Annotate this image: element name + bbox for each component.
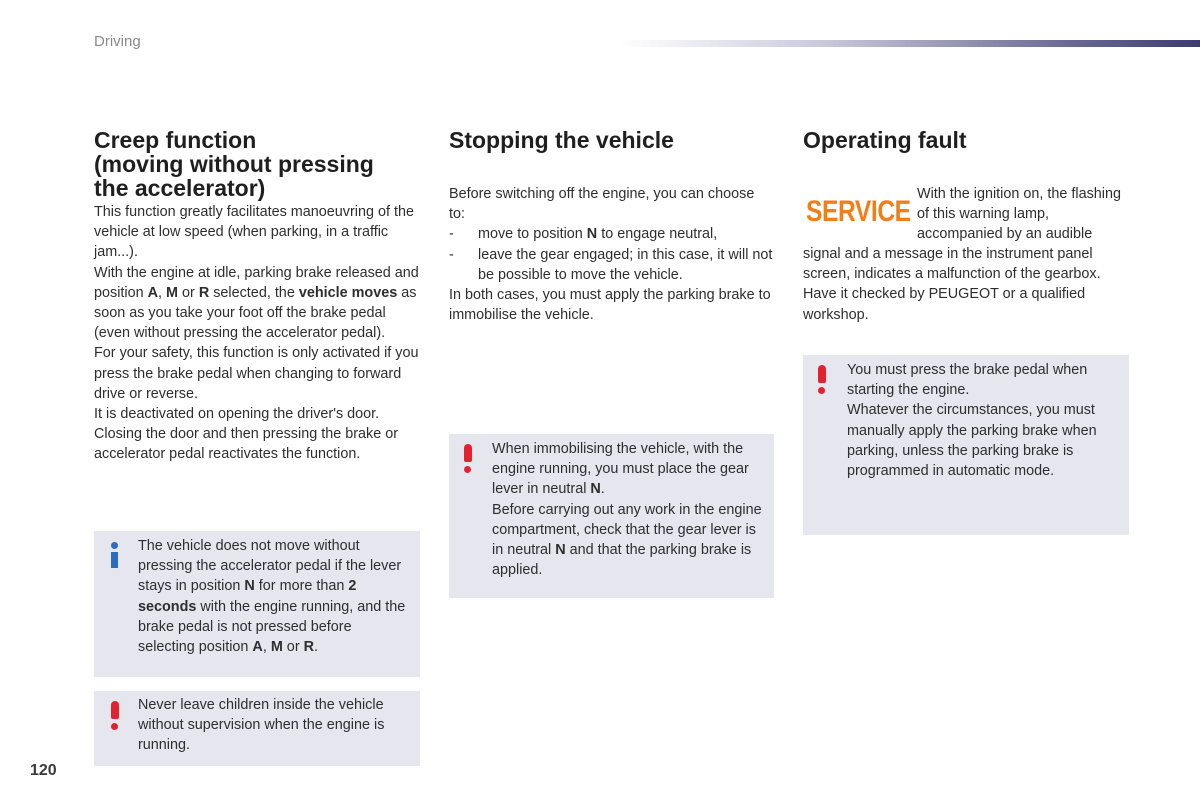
creep-warning-note xyxy=(94,691,420,766)
fault-warning-note xyxy=(803,355,1129,535)
creep-title-line-2: (moving without pressing xyxy=(94,151,374,177)
stopping-option-2: - leave the gear engaged; in this case, it will not be possible to move the vehicle. xyxy=(449,246,773,283)
creep-paragraph-4: It is deactivated on opening the driver's door. Closing the door and then pressing the brake or accelerator pedal reactivates the function. xyxy=(94,406,398,463)
stopping-warning-note xyxy=(449,434,774,598)
stopping-paragraph: In both cases, you must apply the parking brake to immobilise the vehicle. xyxy=(449,287,771,324)
warning-icon xyxy=(463,444,473,474)
creep-title-line-3: the accelerator) xyxy=(94,175,266,201)
creep-paragraph-2: With the engine at idle, parking brake released and position A, M or R selected, the vehicle moves as soon as you take your foot off the brake pedal (even without pressing the accelerator pedal). xyxy=(94,264,419,342)
fault-text-beside-lamp: With the ignition on, the flashing of this warning lamp, accompanied by an audible xyxy=(917,186,1121,243)
operating-fault-title: Operating fault xyxy=(803,127,967,153)
service-warning-lamp-icon: SERVICE xyxy=(806,195,911,228)
stopping-body xyxy=(449,184,774,325)
stopping-warning-text: When immobilising the vehicle, with the engine running, you must place the gear lever in neutral N. Before carrying out any work in the engine compartment, check that the gear lever is in neutral N and that the parking brake is applied. xyxy=(492,441,762,579)
stopping-intro: Before switching off the engine, you can choose to: xyxy=(449,186,755,223)
creep-paragraph-3: For your safety, this function is only activated if you press the brake pedal when changing to forward drive or reverse. xyxy=(94,345,419,402)
fault-warning-text: You must press the brake pedal when starting the engine. Whatever the circumstances, you must manually apply the parking brake when parking, unless the parking brake is programmed in automatic mode. xyxy=(847,362,1097,480)
stopping-column xyxy=(449,128,774,325)
creep-function-column xyxy=(94,128,424,465)
header-gradient-bar xyxy=(620,40,1200,47)
stopping-title: Stopping the vehicle xyxy=(449,127,674,153)
creep-info-text: The vehicle does not move without pressing the accelerator pedal if the lever stays in position N for more than 2 seconds with the engine running, and the brake pedal is not pressed before selecting position A, M or R. xyxy=(138,538,406,656)
warning-icon xyxy=(817,365,827,395)
page-number: 120 xyxy=(30,762,57,779)
info-icon xyxy=(110,542,120,568)
operating-fault-column xyxy=(803,128,1129,152)
creep-function-title xyxy=(94,128,424,200)
stopping-option-1: - move to position N to engage neutral, xyxy=(449,226,718,243)
warning-icon xyxy=(110,701,120,731)
creep-warning-text: Never leave children inside the vehicle without supervision when the engine is running. xyxy=(138,697,385,754)
fault-text-rest: signal and a message in the instrument panel screen, indicates a malfunction of the gearbox. Have it checked by PEUGEOT or a qualified workshop. xyxy=(803,246,1101,323)
creep-title-line-1: Creep function xyxy=(94,127,257,153)
creep-paragraph-1: This function greatly facilitates manoeuvring of the vehicle at low speed (when parking, in a traffic jam...). xyxy=(94,204,414,261)
section-label: Driving xyxy=(94,33,141,50)
creep-body xyxy=(94,202,424,465)
creep-info-note xyxy=(94,531,420,677)
